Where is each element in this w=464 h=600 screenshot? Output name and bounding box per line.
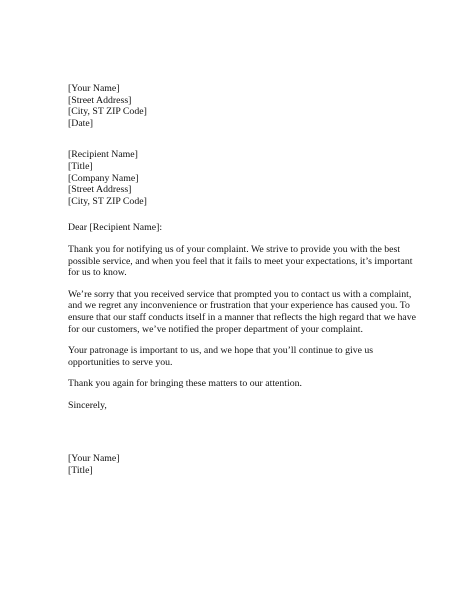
salutation-text: Dear [Recipient Name]: [68,222,163,234]
sender-city-state-zip: [City, ST ZIP Code] [68,106,147,118]
paragraph-line: for us to know. [68,267,127,279]
letter-date: [Date] [68,117,94,129]
paragraph-line: for our customers, we’ve notified the proper department of your complaint. [68,323,363,335]
body-paragraph-3 [68,345,408,368]
signature-block [68,453,408,476]
paragraph-line: Thank you for notifying us of your complaint. We strive to provide you with the best [68,243,401,255]
closing [68,400,408,412]
paragraph-line: Thank you again for bringing these matters to our attention. [68,378,302,390]
body-paragraph-2 [68,288,417,335]
recipient-street-address: [Street Address] [68,184,132,196]
paragraph-line: and we regret any inconvenience or frustration that your experience has caused you. To [68,300,410,312]
paragraph-line: opportunities to serve you. [68,356,173,368]
signature-title: [Title] [68,465,93,477]
paragraph-line: Your patronage is important to us, and we hope that you’ll continue to give us [68,345,374,357]
recipient-company: [Company Name] [68,172,139,184]
recipient-title: [Title] [68,160,93,172]
paragraph-line: ensure that our staff conducts itself in a manner that reflects the high regard that we have [68,311,417,323]
sender-name: [Your Name] [68,83,120,94]
paragraph-line: possible service, and when you feel that it fails to meet your expectations, it’s important [68,255,413,267]
paragraph-line: We’re sorry that you received service that prompted you to contact us with a complaint, [68,288,412,300]
letter-body [68,83,417,477]
recipient-city-state-zip: [City, ST ZIP Code] [68,195,147,207]
body-paragraph-4 [68,378,408,390]
recipient-address-block [68,149,408,207]
recipient-name: [Recipient Name] [68,149,138,161]
closing-text: Sincerely, [68,399,107,411]
sender-street-address: [Street Address] [68,94,132,106]
signature-name: [Your Name] [68,453,120,465]
sender-address-block [68,83,408,129]
salutation [68,222,408,234]
body-paragraph-1 [68,243,413,279]
